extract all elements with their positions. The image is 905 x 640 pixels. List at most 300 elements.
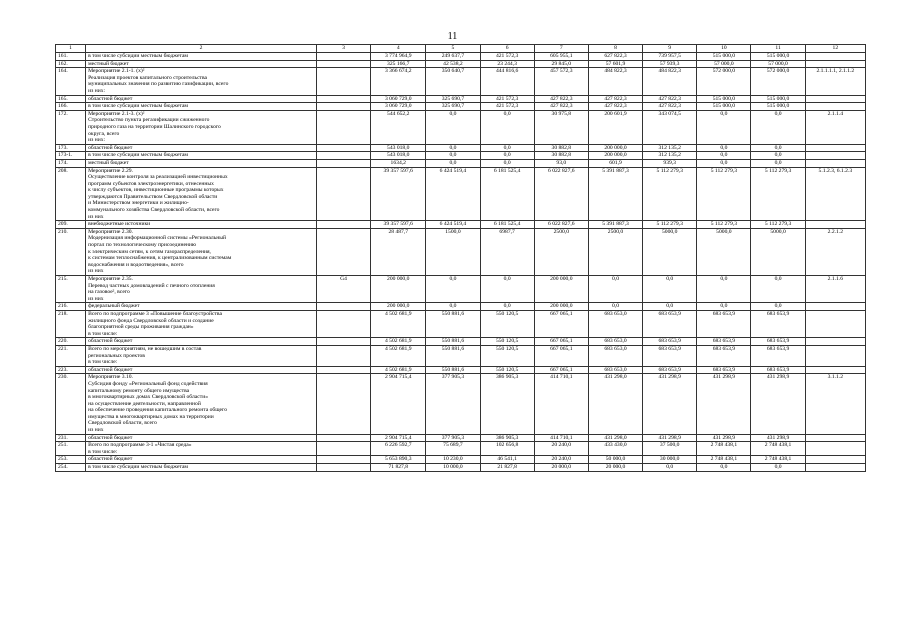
- row-code: [316, 53, 370, 61]
- row-code: [316, 434, 370, 442]
- row-code: [316, 456, 370, 464]
- row-number: 173.: [56, 144, 86, 152]
- row-description: [86, 53, 317, 61]
- amount-cell: 431 298,9: [751, 434, 805, 442]
- amount-cell: 249 637,7: [426, 53, 480, 61]
- amount-cell: 0,0: [426, 144, 480, 152]
- description-line: местный бюджет: [88, 60, 129, 67]
- amount-cell: 667 065,1: [534, 310, 588, 337]
- description-line: Мероприятие 2.30.: [88, 228, 133, 235]
- amount-cell: 200 000,0: [534, 276, 588, 303]
- amount-cell: 50 000,0: [588, 456, 642, 464]
- description-line: Всего по подпрограмме 3-1 «Чистая среда»: [88, 442, 192, 449]
- table-row: [56, 366, 866, 374]
- budget-table: [55, 44, 866, 472]
- amount-cell: 377 905,3: [426, 434, 480, 442]
- amount-cell: 5000,0: [751, 228, 805, 275]
- amount-cell: 5 391 887,3: [588, 221, 642, 229]
- column-header-3: 3: [316, 45, 370, 53]
- row-code: [316, 228, 370, 275]
- amount-cell: 0,0: [426, 303, 480, 311]
- row-number: 220.: [56, 338, 86, 346]
- amount-cell: 601,9: [588, 159, 642, 167]
- target-indicator-ref: [805, 310, 865, 337]
- row-description: [86, 442, 317, 456]
- amount-cell: 683 653,9: [751, 366, 805, 374]
- amount-cell: 0,0: [643, 303, 697, 311]
- amount-cell: 431 298,9: [697, 434, 751, 442]
- description-line: в том числе:: [88, 448, 118, 455]
- row-number: 209.: [56, 221, 86, 229]
- amount-cell: 0,0: [426, 276, 480, 303]
- amount-cell: 5 653 890,3: [371, 456, 426, 464]
- target-indicator-ref: [805, 456, 865, 464]
- row-description: [86, 95, 317, 103]
- amount-cell: 20 240,0: [534, 456, 588, 464]
- amount-cell: 2 748 438,1: [751, 442, 805, 456]
- description-line: Мероприятие 3.10.: [88, 374, 133, 381]
- description-line: Мероприятие 2.1-3. (х)²: [88, 110, 145, 117]
- description-line: внебюджетные источники: [88, 221, 151, 228]
- description-line: областной бюджет: [88, 456, 133, 463]
- table-row: [56, 221, 866, 229]
- amount-cell: 2 904 715,4: [371, 374, 426, 434]
- amount-cell: 683 653,9: [751, 338, 805, 346]
- target-indicator-ref: 2.1.1.1.1, 2.1.1.2: [805, 68, 865, 95]
- row-code: [316, 167, 370, 221]
- row-description: [86, 144, 317, 152]
- target-indicator-ref: [805, 303, 865, 311]
- description-line: областной бюджет: [88, 434, 133, 441]
- column-header-2: 2: [86, 45, 317, 53]
- description-line: Свердловской области, всего: [88, 420, 157, 427]
- amount-cell: 550 881,6: [426, 366, 480, 374]
- amount-cell: 627 822,3: [588, 53, 642, 61]
- amount-cell: 57 601,9: [588, 60, 642, 68]
- row-description: [86, 456, 317, 464]
- amount-cell: 683 653,9: [643, 345, 697, 366]
- amount-cell: 0,0: [480, 303, 534, 311]
- amount-cell: 5 112 279,3: [751, 167, 805, 221]
- table-row: [56, 159, 866, 167]
- target-indicator-ref: [805, 434, 865, 442]
- column-header-12: 12: [805, 45, 865, 53]
- row-description: [86, 152, 317, 160]
- amount-cell: 71 827,8: [371, 464, 426, 472]
- description-line: Всего по подпрограмме 3 «Повышение благоустройства: [88, 310, 222, 317]
- amount-cell: 683 653,9: [643, 310, 697, 337]
- amount-cell: 414 710,1: [534, 374, 588, 434]
- table-row: [56, 464, 866, 472]
- amount-cell: 5 112 279,3: [697, 167, 751, 221]
- description-line: Модернизация информационной системы «Региональный: [88, 235, 227, 242]
- column-header-10: 10: [697, 45, 751, 53]
- description-line: имущества в многоквартирных домах на территории: [88, 413, 214, 420]
- row-code: [316, 221, 370, 229]
- row-number: 221.: [56, 345, 86, 366]
- amount-cell: 30 000,0: [643, 456, 697, 464]
- description-line: в том числе субсидии местным бюджетам: [88, 53, 188, 59]
- table-row: [56, 152, 866, 160]
- amount-cell: 1634,2: [371, 159, 426, 167]
- amount-cell: 572 000,0: [697, 68, 751, 95]
- amount-cell: 2 748 438,1: [751, 456, 805, 464]
- row-code: [316, 110, 370, 144]
- amount-cell: 93,0: [534, 159, 588, 167]
- amount-cell: 6 181 525,4: [480, 221, 534, 229]
- amount-cell: 431 298,9: [751, 374, 805, 434]
- row-code: [316, 303, 370, 311]
- row-number: 231.: [56, 434, 86, 442]
- description-line: из них: [88, 268, 104, 275]
- amount-cell: 484 822,3: [588, 68, 642, 95]
- amount-cell: 350 640,7: [426, 68, 480, 95]
- description-line: областной бюджет: [88, 366, 133, 373]
- amount-cell: 667 065,1: [534, 366, 588, 374]
- amount-cell: 550 881,6: [426, 338, 480, 346]
- description-line: из них:: [88, 137, 106, 144]
- amount-cell: 6987,7: [480, 228, 534, 275]
- amount-cell: 457 572,3: [534, 68, 588, 95]
- table-row: [56, 338, 866, 346]
- table-row: [56, 434, 866, 442]
- row-description: [86, 310, 317, 337]
- row-number: 164.: [56, 68, 86, 95]
- amount-cell: 3 060 729,0: [371, 103, 426, 111]
- amount-cell: 5 112 279,3: [643, 167, 697, 221]
- amount-cell: 200 000,0: [534, 303, 588, 311]
- row-description: [86, 374, 317, 434]
- amount-cell: 39 357 597,6: [371, 167, 426, 221]
- row-code: [316, 366, 370, 374]
- amount-cell: 6 424 519,4: [426, 221, 480, 229]
- table-row: [56, 95, 866, 103]
- row-description: [86, 464, 317, 472]
- description-line: из них:: [88, 87, 106, 94]
- target-indicator-ref: [805, 95, 865, 103]
- amount-cell: 0,0: [697, 276, 751, 303]
- amount-cell: 0,0: [480, 152, 534, 160]
- description-line: Мероприятие 2.35.: [88, 276, 133, 282]
- description-line: капитальному ремонту общего имущества: [88, 387, 190, 394]
- amount-cell: 683 653,9: [751, 345, 805, 366]
- amount-cell: 57 000,0: [751, 60, 805, 68]
- amount-cell: 515 000,0: [751, 53, 805, 61]
- amount-cell: 5000,0: [697, 228, 751, 275]
- target-indicator-ref: [805, 366, 865, 374]
- table-row: [56, 310, 866, 337]
- row-description: [86, 68, 317, 95]
- row-description: [86, 167, 317, 221]
- row-number: 173-1.: [56, 152, 86, 160]
- amount-cell: 550 120,5: [480, 366, 534, 374]
- amount-cell: 683 653,0: [588, 366, 642, 374]
- amount-cell: 683 653,9: [697, 345, 751, 366]
- description-line: и Министерством энергетики и жилищно-: [88, 200, 189, 207]
- row-code: [316, 442, 370, 456]
- amount-cell: 39 357 597,6: [371, 221, 426, 229]
- table-row: [56, 442, 866, 456]
- description-line: в том числе субсидии местным бюджетам: [88, 152, 188, 159]
- description-line: в том числе субсидии местным бюджетам: [88, 464, 188, 471]
- amount-cell: 427 822,3: [643, 103, 697, 111]
- row-number: 215.: [56, 276, 86, 303]
- target-indicator-ref: [805, 103, 865, 111]
- amount-cell: 515 000,0: [751, 95, 805, 103]
- table-row: [56, 60, 866, 68]
- table-row: [56, 167, 866, 221]
- amount-cell: 0,0: [751, 276, 805, 303]
- row-description: [86, 159, 317, 167]
- row-number: 253.: [56, 456, 86, 464]
- amount-cell: 3 774 964,9: [371, 53, 426, 61]
- amount-cell: 0,0: [643, 464, 697, 472]
- amount-cell: 683 653,0: [588, 345, 642, 366]
- description-line: областной бюджет: [88, 144, 133, 151]
- column-header-11: 11: [751, 45, 805, 53]
- amount-cell: 200 601,9: [588, 110, 642, 144]
- row-code: [316, 95, 370, 103]
- amount-cell: 2 904 715,4: [371, 434, 426, 442]
- description-line: водоснабжения и водоотведения», всего: [88, 261, 184, 268]
- target-indicator-ref: 2.2.1.2: [805, 228, 865, 275]
- row-code: [316, 464, 370, 472]
- amount-cell: 572 000,0: [751, 68, 805, 95]
- amount-cell: 0,0: [697, 303, 751, 311]
- amount-cell: 0,0: [751, 144, 805, 152]
- amount-cell: 57 939,3: [643, 60, 697, 68]
- amount-cell: 0,0: [697, 159, 751, 167]
- amount-cell: 3 366 674,2: [371, 68, 426, 95]
- amount-cell: 0,0: [697, 464, 751, 472]
- table-row: [56, 456, 866, 464]
- target-indicator-ref: [805, 60, 865, 68]
- row-code: [316, 374, 370, 434]
- amount-cell: 683 653,9: [697, 338, 751, 346]
- description-line: областной бюджет: [88, 95, 133, 102]
- row-number: 254.: [56, 464, 86, 472]
- row-description: [86, 221, 317, 229]
- amount-cell: 550 120,5: [480, 310, 534, 337]
- target-indicator-ref: [805, 442, 865, 456]
- amount-cell: 200 000,0: [371, 303, 426, 311]
- column-header-6: 6: [480, 45, 534, 53]
- amount-cell: 6 022 827,6: [534, 221, 588, 229]
- row-number: 208.: [56, 167, 86, 221]
- row-code: [316, 144, 370, 152]
- amount-cell: 5000,0: [643, 228, 697, 275]
- amount-cell: 5 112 279,3: [751, 221, 805, 229]
- page-number: 11: [447, 31, 458, 42]
- amount-cell: 0,0: [426, 152, 480, 160]
- target-indicator-ref: [805, 338, 865, 346]
- row-description: [86, 345, 317, 366]
- table-row: [56, 345, 866, 366]
- description-line: в том числе:: [88, 359, 118, 366]
- amount-cell: 427 822,3: [534, 95, 588, 103]
- description-line: Строительство пункта регазификации сжиженного: [88, 117, 210, 124]
- description-line: на газовое², всего: [88, 289, 130, 296]
- description-line: региональных проектов: [88, 352, 145, 359]
- amount-cell: 312 135,2: [643, 144, 697, 152]
- table-row: [56, 103, 866, 111]
- row-code: [316, 152, 370, 160]
- amount-cell: 421 572,3: [480, 103, 534, 111]
- row-number: 165.: [56, 95, 86, 103]
- amount-cell: 0,0: [697, 110, 751, 144]
- target-indicator-ref: [805, 221, 865, 229]
- amount-cell: 431 298,9: [697, 374, 751, 434]
- row-number: 161.: [56, 53, 86, 61]
- description-line: округа, всего: [88, 130, 120, 137]
- amount-cell: 414 710,1: [534, 434, 588, 442]
- amount-cell: 0,0: [643, 276, 697, 303]
- row-number: 166.: [56, 103, 86, 111]
- amount-cell: 667 065,1: [534, 338, 588, 346]
- column-header-9: 9: [643, 45, 697, 53]
- description-line: в том числе:: [88, 330, 118, 337]
- amount-cell: 683 653,9: [643, 338, 697, 346]
- amount-cell: 543 018,0: [371, 152, 426, 160]
- description-line: к системам теплоснабжения, к централизованным системам: [88, 255, 232, 262]
- amount-cell: 4 502 681,9: [371, 345, 426, 366]
- amount-cell: 28 487,7: [371, 228, 426, 275]
- amount-cell: 515 000,0: [697, 53, 751, 61]
- amount-cell: 683 653,9: [697, 366, 751, 374]
- amount-cell: 30 882,8: [534, 144, 588, 152]
- description-line: муниципальных значения по развитию газификации, всего: [88, 81, 229, 88]
- amount-cell: 102 656,8: [480, 442, 534, 456]
- amount-cell: 0,0: [751, 303, 805, 311]
- amount-cell: 939,3: [643, 159, 697, 167]
- amount-cell: 5 391 887,3: [588, 167, 642, 221]
- description-line: на осуществление деятельности, направленной: [88, 400, 201, 407]
- amount-cell: 3 060 729,0: [371, 95, 426, 103]
- amount-cell: 515 000,0: [697, 95, 751, 103]
- amount-cell: 683 653,9: [751, 310, 805, 337]
- amount-cell: 431 298,9: [643, 374, 697, 434]
- table-row: [56, 276, 866, 303]
- target-indicator-ref: 5.1.2.3, 6.1.2.3: [805, 167, 865, 221]
- amount-cell: 0,0: [751, 464, 805, 472]
- column-header-8: 8: [588, 45, 642, 53]
- amount-cell: 325 690,7: [426, 95, 480, 103]
- row-description: [86, 103, 317, 111]
- amount-cell: 325 166,7: [371, 60, 426, 68]
- target-indicator-ref: [805, 152, 865, 160]
- amount-cell: 200 000,0: [371, 276, 426, 303]
- amount-cell: 5 112 279,3: [643, 221, 697, 229]
- amount-cell: 431 298,0: [588, 374, 642, 434]
- amount-cell: 20 000,0: [534, 464, 588, 472]
- amount-cell: 550 881,6: [426, 345, 480, 366]
- amount-cell: 6 022 827,6: [534, 167, 588, 221]
- row-code: [316, 310, 370, 337]
- row-number: 230.: [56, 374, 86, 434]
- description-line: в многоквартирных домах Свердловской области»: [88, 394, 209, 401]
- amount-cell: 543 018,0: [371, 144, 426, 152]
- amount-cell: 0,0: [751, 110, 805, 144]
- description-line: жилищного фонда Свердловской области и создание: [88, 317, 214, 324]
- amount-cell: 10 230,0: [426, 456, 480, 464]
- amount-cell: 6 226 592,7: [371, 442, 426, 456]
- column-header-5: 5: [426, 45, 480, 53]
- amount-cell: 4 502 681,9: [371, 338, 426, 346]
- row-number: 223.: [56, 366, 86, 374]
- table-header-row: [56, 45, 866, 53]
- row-number: 174.: [56, 159, 86, 167]
- amount-cell: 739 957,5: [643, 53, 697, 61]
- row-number: 218.: [56, 310, 86, 337]
- amount-cell: 200 000,0: [588, 152, 642, 160]
- amount-cell: 427 822,3: [588, 103, 642, 111]
- amount-cell: 200 000,0: [588, 144, 642, 152]
- target-indicator-ref: [805, 53, 865, 61]
- table-row: [56, 144, 866, 152]
- description-line: природного газа на территории Шалинского городского: [88, 123, 221, 130]
- amount-cell: 0,0: [426, 159, 480, 167]
- row-code: [316, 345, 370, 366]
- description-line: коммунального хозяйства Свердловской области, всего: [88, 207, 220, 214]
- amount-cell: 433 430,0: [588, 442, 642, 456]
- amount-cell: 2 748 438,1: [697, 442, 751, 456]
- target-indicator-ref: 3.1.1.2: [805, 374, 865, 434]
- amount-cell: 2500,0: [588, 228, 642, 275]
- row-description: [86, 228, 317, 275]
- description-line: местный бюджет: [88, 159, 129, 166]
- amount-cell: 23 244,3: [480, 60, 534, 68]
- amount-cell: 29 845,0: [534, 60, 588, 68]
- amount-cell: 444 816,6: [480, 68, 534, 95]
- amount-cell: 0,0: [588, 303, 642, 311]
- amount-cell: 4 502 681,9: [371, 366, 426, 374]
- amount-cell: 1500,0: [426, 228, 480, 275]
- amount-cell: 0,0: [697, 144, 751, 152]
- amount-cell: 421 572,3: [480, 95, 534, 103]
- row-code: [316, 68, 370, 95]
- amount-cell: 57 000,0: [697, 60, 751, 68]
- row-description: [86, 60, 317, 68]
- amount-cell: 343 074,5: [643, 110, 697, 144]
- description-line: Мероприятие 2.29.: [88, 167, 133, 174]
- amount-cell: 427 822,3: [534, 103, 588, 111]
- amount-cell: 683 653,9: [697, 310, 751, 337]
- amount-cell: 431 298,0: [588, 434, 642, 442]
- target-indicator-ref: 2.1.1.6: [805, 276, 865, 303]
- description-line: утверждаются Правительством Свердловской области: [88, 193, 218, 200]
- description-line: Субсидия фонду «Региональный фонд содействия: [88, 380, 208, 387]
- amount-cell: 2 748 438,1: [697, 456, 751, 464]
- description-line: Мероприятие 2.1-1. (х)²: [88, 68, 145, 75]
- description-line: в том числе субсидии местным бюджетам: [88, 103, 188, 110]
- table-row: [56, 110, 866, 144]
- amount-cell: 0,0: [480, 276, 534, 303]
- row-code: [316, 60, 370, 68]
- amount-cell: 515 000,0: [697, 103, 751, 111]
- row-number: 251.: [56, 442, 86, 456]
- amount-cell: 20 240,0: [534, 442, 588, 456]
- amount-cell: 515 000,0: [751, 103, 805, 111]
- description-line: Осуществление контроля за реализацией инвестиционных: [88, 174, 228, 181]
- amount-cell: 21 827,8: [480, 464, 534, 472]
- amount-cell: 312 135,2: [643, 152, 697, 160]
- amount-cell: 0,0: [751, 152, 805, 160]
- target-indicator-ref: [805, 159, 865, 167]
- description-line: Всего по мероприятиям, не вошедшим в состав: [88, 345, 202, 352]
- amount-cell: 6 181 525,4: [480, 167, 534, 221]
- description-line: из них: [88, 295, 104, 302]
- amount-cell: 431 298,9: [643, 434, 697, 442]
